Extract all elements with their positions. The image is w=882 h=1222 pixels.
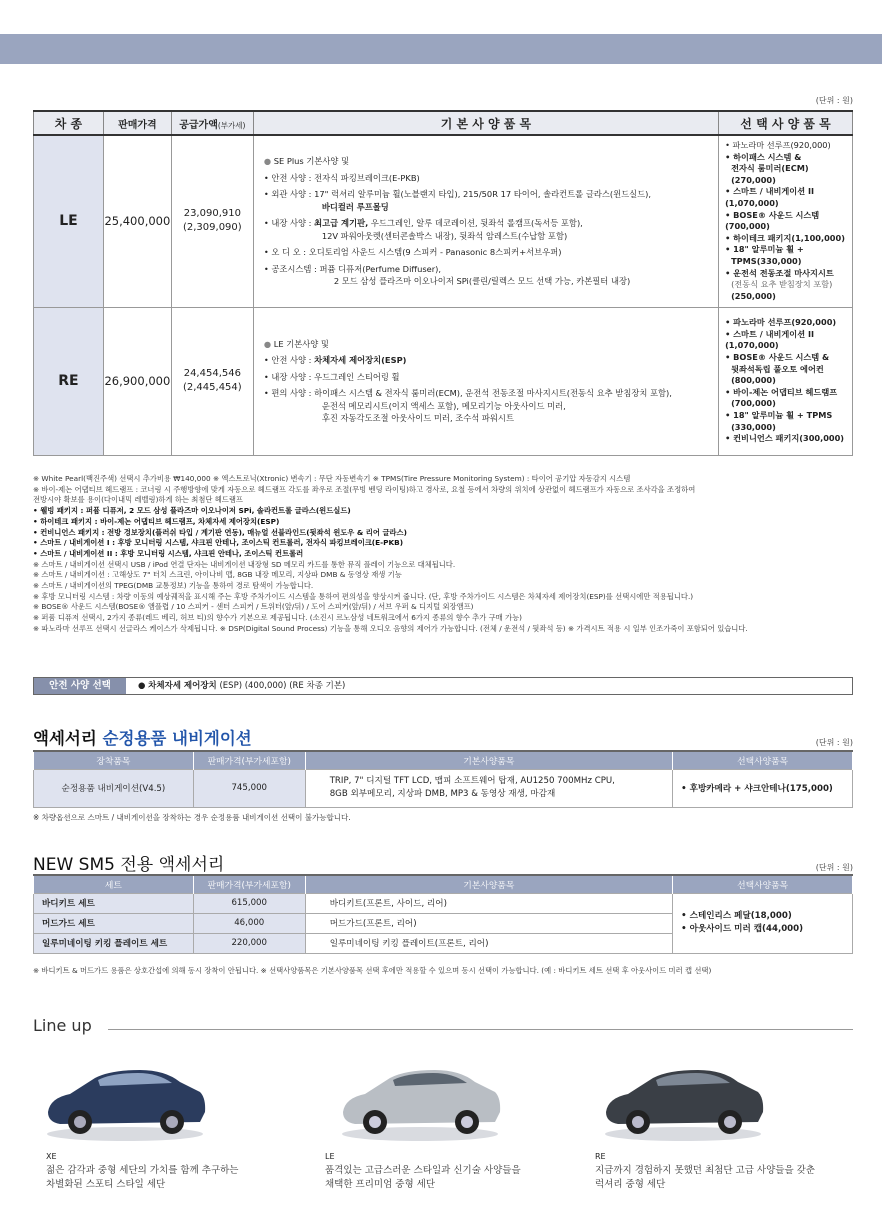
header-options: 선택사양품목: [673, 875, 853, 893]
set-cell: 머드가드 세트: [34, 913, 194, 933]
footnote: ※ 파노라마 선루프 선택시 선글라스 케이스가 삭제됩니다. ※ DSP(Digital Sound Process) 기능을 통해 오디오 음향의 제어가 가능합니다. (전체 / 운전석 / 뒷좌석 등) ※ 가격시트 적용 시 일부 인조가죽이 포함되어 있습니다.: [33, 623, 748, 633]
supply-cell: 24,454,546 (2,445,454): [171, 307, 253, 455]
header-band: [0, 34, 882, 64]
price-cell: 220,000: [193, 933, 305, 953]
price-cell: 46,000: [193, 913, 305, 933]
set-cell: 바디키트 세트: [34, 893, 194, 913]
accessory-nav-note: ※ 차량옵션으로 스마트 / 내비게이션을 장착하는 경우 순정용품 내비게이션 선택이 불가능합니다.: [33, 813, 351, 822]
header-price: 판매가격(부가세포함): [193, 875, 305, 893]
unit-label: (단위 : 원): [815, 738, 853, 747]
lineup-divider: [108, 1029, 853, 1030]
model-cell: RE: [34, 307, 104, 455]
options-cell: • 파노라마 선루프(920,000) • 스마트 / 내비게이션 II (1,070,000) • BOSE® 사운드 시스템 & 뒷좌석독립 풀오토 에어컨 (800,000) • 바이-제논 어댑티브 헤드램프 (700,000) • 18" 알루미늄 휠 + TPMS (330,000) • 컨비니언스 패키지(300,000): [719, 307, 853, 455]
safety-option-label: 안전 사양 선택: [34, 678, 126, 694]
price-cell: 615,000: [193, 893, 305, 913]
footnote: • 스마트 / 내비게이션 I : 후방 모니터링 시스템, 샤크핀 안테나, 조이스틱 컨트롤러, 전자식 파킹브레이크(E-PKB): [33, 538, 404, 548]
price-cell: 25,400,000: [103, 135, 171, 307]
car-description: 품격있는 고급스러운 스타일과 신기술 사양들을 채택한 프리미엄 중형 세단: [325, 1165, 521, 1190]
footnotes: [33, 474, 853, 635]
car-code: XE: [46, 1152, 57, 1161]
header-basic: 기본사양품목: [305, 751, 672, 769]
car-xe-image: [40, 1046, 210, 1146]
footnote: ※ 후방 모니터링 시스템 : 차량 이동의 예상궤적을 표시해 주는 후방 주차가이드 시스템을 통하여 편의성을 향상시켜 줍니다. (단, 후방 주차가이드 시스템은 차체자세 제어장치(ESP)를 선택시에만 적용됩니다.): [33, 591, 694, 601]
car-code: LE: [325, 1152, 335, 1161]
header-model: 차 종: [34, 111, 104, 135]
footnote: ※ 스마트 / 내비게이션의 TPEG(DMB 교통정보) 기능을 통하여 경로 탐색이 가능합니다.: [33, 581, 314, 591]
supply-cell: 23,090,910 (2,309,090): [171, 135, 253, 307]
header-options: 선택사양품목: [673, 751, 853, 769]
header-set: 세트: [34, 875, 194, 893]
lineup-title: Line up: [33, 1016, 92, 1035]
accessory-sm5-note: ※ 바디키트 & 머드가드 용품은 상호간섭에 의해 동시 장착이 안됩니다. ※ 선택사양품목은 기본사양품목 선택 후에만 적용할 수 있으며 동시 선택이 가능합니다. (예 : 바디키트 세트 선택 후 아웃사이드 미러 캡 선택): [33, 966, 712, 975]
footnote: • 웰빙 패키지 : 퍼퓸 디퓨저, 2 모드 삼성 플라즈마 이오나이저 SPi, 솔라컨트롤 글라스(윈드실드): [33, 506, 351, 516]
footnote: • 컨비니언스 패키지 : 전방 경보장치(플러쉬 타입 / 계기판 연동), 매뉴얼 선블라인드(뒷좌석 윈도우 & 리어 글라스): [33, 527, 407, 537]
option-cell: • 스테인리스 페달(18,000) • 아웃사이드 미러 캡(44,000): [673, 893, 853, 953]
header-item: 장착품목: [34, 751, 194, 769]
table-row: [34, 135, 853, 307]
footnote: • 하이테크 패키지 : 바이-제논 어댑티브 헤드램프, 차체자세 제어장치(ESP): [33, 516, 280, 526]
basic-spec-cell: ● LE 기본사양 및 • 안전 사양 : 차체자세 제어장치(ESP) • 내장 사양 : 우드그레인 스티어링 휠 • 편의 사양 : 하이패스 시스템 & 전자식 룸미러(ECM), 운전석 전동조절 마사지시트(전동식 요추 받침장치 포함), 운전석 메모리시트(이지 액세스 포함), 메모리기능 아웃사이드 미러, 후진 자동각도조절 아웃사이드 미러, 조수석 파워시트: [253, 307, 718, 455]
accessory-sm5-title: NEW SM5 전용 액세서리: [33, 855, 225, 875]
options-cell: • 파노라마 선루프(920,000) • 하이패스 시스템 & 전자식 룸미러(ECM) (270,000) • 스마트 / 내비게이션 II (1,070,000) • BOSE® 사운드 시스템(700,000) • 하이테크 패키지(1,100,000) • 18" 알루미늄 휠 + TPMS(330,000) • 운전석 전동조절 마사지시트 (전동식 요추 받침장치 포함) (250,000): [719, 135, 853, 307]
footnote: ※ 퍼퓸 디퓨저 선택시, 2가지 종류(레드 베리, 허브 티)의 향수가 기본으로 제공됩니다. (소진시 르노삼성 네트워크에서 6가지 종류의 향수 추가 구매 가능): [33, 613, 522, 623]
header-basic: 기 본 사 양 품 목: [253, 111, 718, 135]
header-price: 판매가격: [103, 111, 171, 135]
footnote: ※ BOSE® 사운드 시스템(BOSE® 앰플렵 / 10 스피커 - 센터 스피커 / 트위터(앞/뒤) / 도어 스피커(앞/뒤) / 서브 우퍼 & 디지털 외장앰프): [33, 602, 474, 612]
footnote: ※ 바이-제논 어댑티브 헤드램프 : 코너링 시 주행방향에 맞게 자동으로 헤드램프 각도를 좌우로 조절(무빙 벤딩 라이팅)하고 경사로, 요철 등에서 차량의 위치에 상관없이 헤드램프가 자동으로 조사각을 조정하여: [33, 484, 696, 494]
basic-spec-cell: ● SE Plus 기본사양 및 • 안전 사양 : 전자식 파킹브레이크(E-PKB) • 외관 사양 : 17" 럭셔리 알루미늄 휠(노블랜지 타입), 215/50R 17 타이어, 솔라컨트롤 글라스(윈드실드), 바디컬러 루프몰딩 • 내장 사양 : 최고급 계기판, 우드그레인, 알루 데코레이션, 뒷좌석 롤캠프(독서등 포함), 12V 파워아웃렛(센터콘솔박스 내장), 뒷좌석 암레스트(수납함 포함) • 오 디 오 : 오디토리엄 사운드 시스템(9 스피커 - Panasonic 8스피커+서브우퍼) • 공조시스템 : 퍼퓸 디퓨저(Perfume Diffuser), 2 모드 삼성 플라즈마 이오나이저 SPi(클린/릴렉스 모드 선택 가능, 카본필터 내장): [253, 135, 718, 307]
safety-option-value: ● 차체자세 제어장치 (ESP) (400,000) (RE 차종 기본): [138, 681, 346, 691]
model-cell: LE: [34, 135, 104, 307]
header-options: 선 택 사 양 품 목: [719, 111, 853, 135]
car-description: 젊은 감각과 중형 세단의 가치를 함께 추구하는 차별화된 스포티 스타일 세단: [46, 1165, 239, 1190]
table-row: [34, 307, 853, 455]
spec-table: [33, 110, 853, 456]
footnote: • 스마트 / 내비게이션 II : 후방 모니터링 시스템, 샤크핀 안테나, 조이스틱 컨트롤러: [33, 548, 304, 558]
header-supply: 공급가액(부가세): [171, 111, 253, 135]
accessory-nav-table: [33, 750, 853, 808]
item-cell: 순정용품 내비게이션(V4.5): [34, 769, 194, 807]
price-cell: 745,000: [193, 769, 305, 807]
set-cell: 일루미네이팅 키킹 플레이트 세트: [34, 933, 194, 953]
footnote: ※ 스마트 / 내비게이션 : 고해상도 7" 터치 스크린, 아이나비 맵, 8GB 내장 메모리, 지상파 DMB & 동영상 재생 기능: [33, 570, 402, 580]
footnote: ※ White Pearl(백진주색) 선택시 추가비용 ₩140,000 ※ 엑스트로닉(Xtronic) 변속기 : 무단 자동변속기 ※ TPMS(Tire Pressure Monitoring System) : 타이어 공기압 자동감지 시스템: [33, 474, 631, 483]
car-code: RE: [595, 1152, 606, 1161]
footnote: ※ 스마트 / 내비게이션 선택시 USB / iPod 연결 단자는 내비게이션 내장형 SD 메모리 카드를 통한 뮤직 플레이 기능으로 대체됩니다.: [33, 559, 456, 569]
basic-cell: 머드가드(프론트, 리어): [305, 913, 672, 933]
header-price: 판매가격(부가세포함): [193, 751, 305, 769]
option-cell: • 후방카메라 + 샤크안테나(175,000): [673, 769, 853, 807]
accessory-nav-title: 액세서리 순정용품 내비게이션: [33, 729, 252, 748]
basic-cell: 일루미네이팅 키킹 플레이트(프론트, 리어): [305, 933, 672, 953]
car-re-image: [598, 1046, 768, 1146]
header-basic: 기본사양품목: [305, 875, 672, 893]
basic-cell: TRIP, 7" 디지털 TFT LCD, 맵피 소프트웨어 탑재, AU1250 700MHz CPU, 8GB 외부메모리, 지상파 DMB, MP3 & 동영상 재생, 마감재: [305, 769, 672, 807]
safety-option-box: [33, 677, 853, 695]
unit-label: (단위 : 원): [815, 863, 853, 872]
unit-label: (단위 : 원): [815, 96, 853, 105]
price-cell: 26,900,000: [103, 307, 171, 455]
car-le-image: [335, 1046, 505, 1146]
footnote: 전방시야 확보를 용이(다이내믹 레벨링)하게 하는 최첨단 헤드램프: [33, 495, 243, 505]
car-description: 지금까지 경험하지 못했던 최첨단 고급 사양들을 갖춘 럭셔리 중형 세단: [595, 1165, 816, 1190]
accessory-sm5-table: [33, 874, 853, 954]
basic-cell: 바디키트(프론트, 사이드, 리어): [305, 893, 672, 913]
table-row: [34, 769, 853, 807]
table-row: [34, 893, 853, 913]
